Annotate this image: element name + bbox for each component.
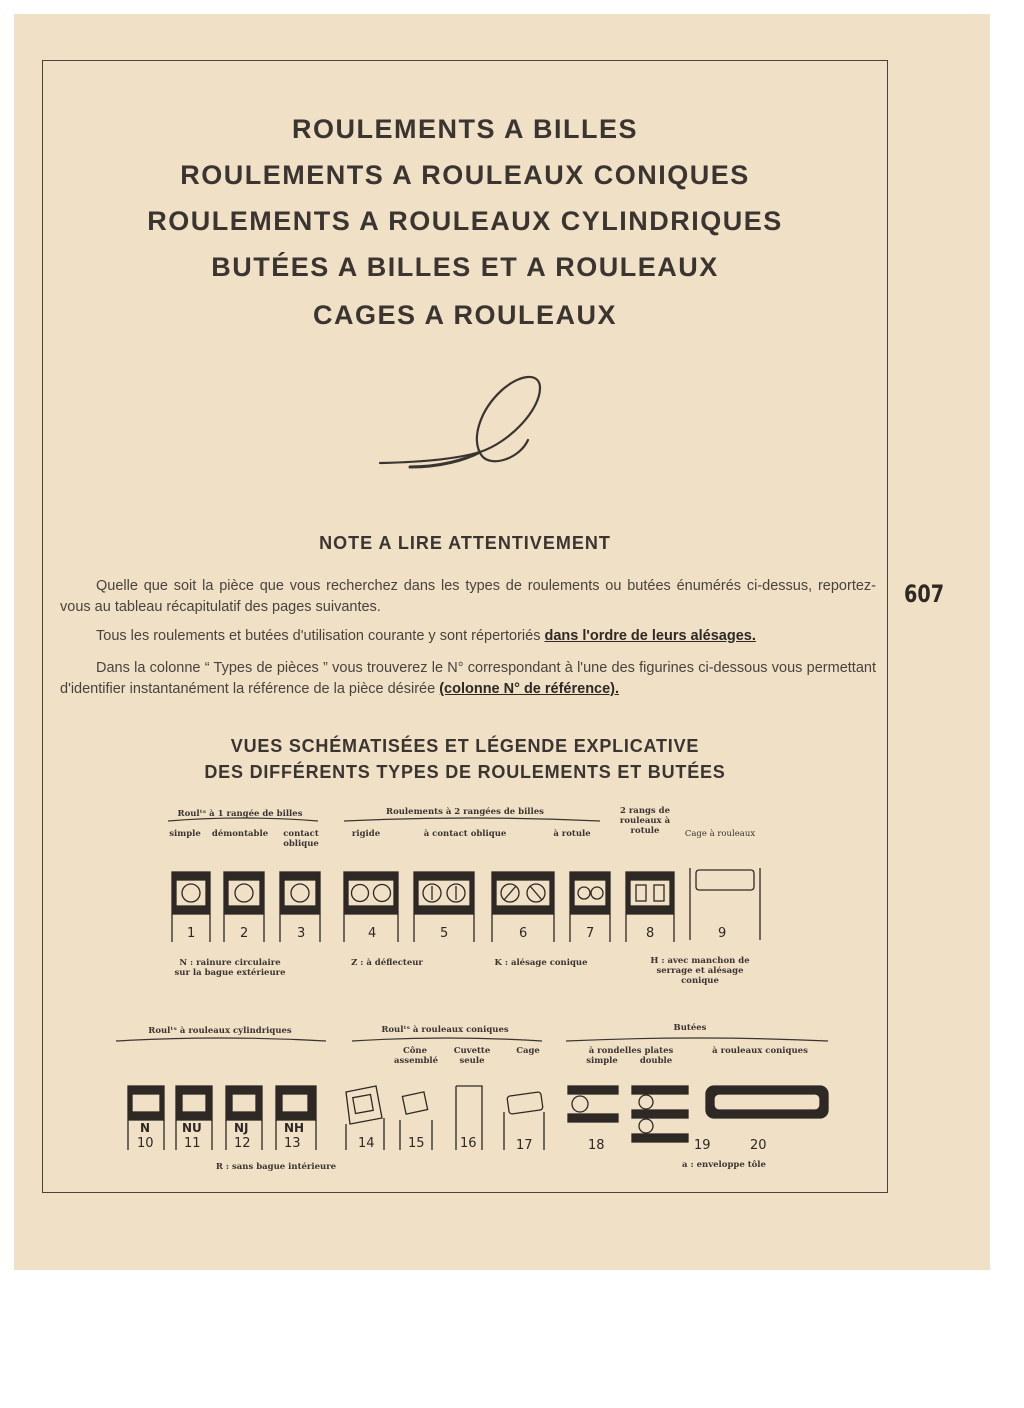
fig-number-4: 4 [368,926,377,941]
legend-N: N : rainure circulaire sur la bague extérieure [174,958,286,978]
row1-sub-contact-oblique: contact oblique [283,829,319,849]
fig-number-18: 18 [588,1138,605,1153]
legend-K: K : alésage conique [494,958,588,968]
row2-sub-double: double [639,1056,673,1066]
bearing-fig-19 [632,1086,688,1142]
row1-sub-simple: simple [169,829,201,839]
fig-number-19: 19 [694,1138,711,1153]
row1-sub-rigide: rigide [351,829,381,839]
row2-group1-header: Roulᵗˢ à rouleaux cylindriques [148,1026,292,1036]
page-number: 607 [904,580,945,608]
fig-number-3: 3 [297,926,306,941]
note-p3-text: Dans la colonne “ Types de pièces ” vous trouverez le N° correspondant à l'une des figurines ci-dessous vous permettant d'identifier instantanément la référence de la pièce désirée [60,660,876,697]
fig-number-2: 2 [240,926,249,941]
section-title-line-1: VUES SCHÉMATISÉES ET LÉGENDE EXPLICATIVE [230,736,700,756]
fig-number-5: 5 [440,926,449,941]
note-title: NOTE A LIRE ATTENTIVEMENT [319,533,611,553]
row1-group3-header: 2 rangs de rouleaux à rotule [619,806,671,836]
fig-number-15: 15 [408,1136,425,1151]
fig-number-13: 13 [284,1136,301,1151]
row2-sub-rondelles: à rondelles plates [588,1046,674,1056]
row2-sub-cuvette: Cuvette seule [453,1046,491,1066]
row1-brace-2 [344,818,600,821]
note-p2-text: Tous les roulements et butées d'utilisation courante y sont répertoriés [96,628,545,644]
row1-group4-header: Cage à rouleaux [684,829,756,839]
note-p1-text: Quelle que soit la pièce que vous recherchez dans les types de roulements ou butées énumérés ci-dessus, reportez-vous au tableau récapitulatif des pages suivantes. [60,578,876,615]
code-NJ: NJ [234,1121,249,1135]
title-line-1: ROULEMENTS A BILLES [291,114,638,144]
code-NU: NU [182,1121,202,1135]
row2-sub-cone: Cône assemblé [394,1046,439,1066]
row2-sub-cage: Cage [516,1046,540,1056]
fig-number-11: 11 [184,1136,201,1151]
title-line-5: CAGES A ROULEAUX [312,300,618,330]
title-line-4: BUTÉES A BILLES ET A ROULEAUX [211,252,719,282]
code-NH: NH [284,1121,305,1135]
row1-group2-header: Roulements à 2 rangées de billes [386,807,544,817]
row2-brace-2 [352,1038,542,1041]
section-title-line-2: DES DIFFÉRENTS TYPES DE ROULEMENTS ET BUTÉES [204,762,726,782]
fig-number-1: 1 [187,926,196,941]
fig-number-14: 14 [358,1136,375,1151]
fig-number-9: 9 [718,926,727,941]
fig-number-7: 7 [586,926,595,941]
row1-group1-header: Roulᵗˢ à 1 rangée de billes [177,809,303,819]
fig-number-10: 10 [137,1136,154,1151]
note-p3-emphasis: (colonne N° de référence). [439,681,620,697]
row2-sub-simple: simple [586,1056,618,1066]
note-p2-emphasis: dans l'ordre de leurs alésages. [544,628,756,644]
row1-brace-1 [168,818,318,821]
fig-number-17: 17 [516,1138,533,1153]
row2-brace-1 [116,1038,326,1041]
fig-number-20: 20 [750,1138,767,1153]
code-N: N [140,1121,151,1135]
row2-group2-header: Roulᵗˢ à rouleaux coniques [381,1025,509,1035]
row2-brace-3 [566,1038,828,1041]
row1-sub-contact-oblique-2: à contact oblique [423,829,507,839]
legend-Z: Z : à déflecteur [351,958,423,968]
title-line-2: ROULEMENTS A ROULEAUX CONIQUES [180,160,750,190]
bearing-fig-20 [706,1086,828,1118]
title-line-3: ROULEMENTS A ROULEAUX CYLINDRIQUES [147,206,783,236]
row1-sub-demontable: démontable [211,829,269,839]
row2-sub-rouleaux-coniques: à rouleaux coniques [712,1046,808,1056]
fig-number-8: 8 [646,926,655,941]
fig-number-16: 16 [460,1136,477,1151]
legend-R: R : sans bague intérieure [215,1162,337,1172]
bearing-fig-18 [568,1086,618,1122]
fig-number-6: 6 [519,926,528,941]
legend-H: H : avec manchon de serrage et alésage conique [650,956,750,986]
row2-group3-header: Butées [673,1023,707,1033]
row1-sub-rotule: à rotule [553,829,591,839]
legend-a: a : enveloppe tôle [682,1160,766,1170]
fig-number-12: 12 [234,1136,251,1151]
